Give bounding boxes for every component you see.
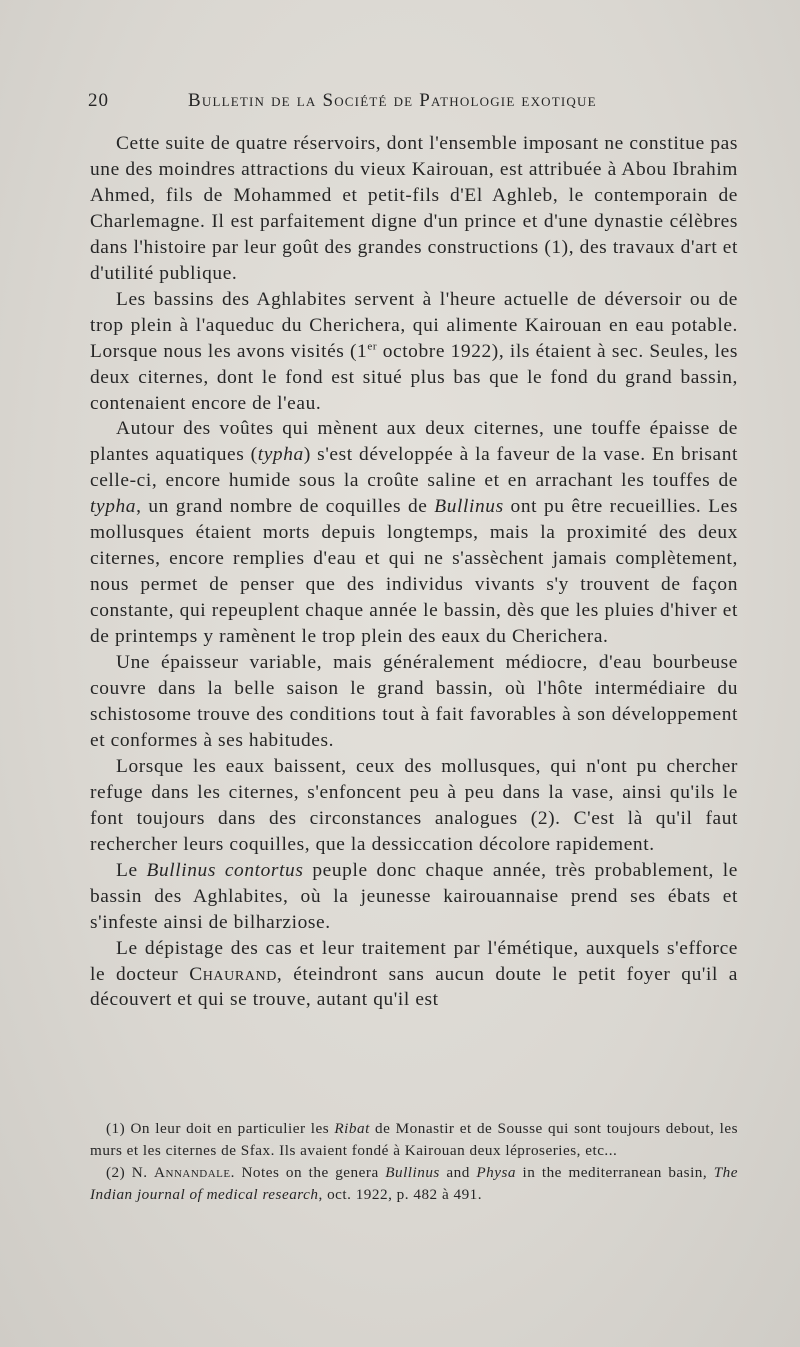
paragraph-7 bbox=[90, 936, 738, 1014]
running-head: Bulletin de la Société de Pathologie exotique bbox=[188, 90, 597, 111]
italic-term: The Indian journal of medical research bbox=[90, 1164, 738, 1203]
body-text bbox=[90, 131, 738, 1013]
page-number: 20 bbox=[88, 90, 109, 111]
paragraph-5 bbox=[90, 754, 738, 858]
text-run: ) s'est développée à la faveur de la vase. En brisant celle-ci, encore humide sous la croûte saline et en arrachant les touffes de bbox=[90, 444, 739, 492]
text-run: , un grand nombre de coquilles de bbox=[136, 496, 435, 518]
italic-term: typha bbox=[90, 496, 137, 518]
text-run: (2) N. bbox=[106, 1164, 155, 1182]
author-name: Annandale bbox=[154, 1164, 231, 1182]
text-run: Le dépistage des cas et leur traitement par l'émétique, auxquels s'efforce le docteur bbox=[90, 937, 738, 985]
text-run: (1) On leur doit en particulier les bbox=[106, 1120, 335, 1137]
page-header bbox=[88, 90, 748, 118]
footnote-2 bbox=[90, 1162, 738, 1205]
italic-term: Bullinus bbox=[385, 1164, 440, 1182]
text-run: , oct. 1922, p. 482 à 491. bbox=[318, 1185, 483, 1203]
text-run: Lorsque les eaux baissent, ceux des mollusques, qui n'ont pu chercher refuge dans les citernes, s'enfoncent peu à peu dans la vase, ainsi qu'ils le font toujours dans des circonstances analogues (2). C'est là qu'il faut rechercher leurs coquilles, que la dessiccation décolore rapidement. bbox=[90, 755, 738, 855]
paragraph-4 bbox=[90, 650, 738, 754]
italic-term: Bullinus bbox=[434, 496, 504, 518]
text-run: de Monastir et de Sousse qui sont toujours debout, les murs et les citernes de Sfax. Ils avaient fondé à Kairouan deux léproseries, etc... bbox=[90, 1120, 738, 1159]
italic-term: typha bbox=[257, 444, 304, 466]
text-run: peuple donc chaque année, très probablement, le bassin des Aghlabites, où la jeunesse kairouannaise prend ses ébats et s'infeste ainsi de bilharziose. bbox=[90, 859, 738, 933]
superscript: er bbox=[367, 340, 378, 353]
text-run: Le bbox=[116, 859, 147, 881]
paragraph-1 bbox=[90, 131, 738, 287]
text-run: . Notes on the genera bbox=[230, 1164, 386, 1182]
text-run: ont pu être recueillies. Les mollusques étaient morts depuis longtemps, mais la proximité des deux citernes, encore remplies d'eau et qui ne s'assèchent jamais complètement, nous permet de penser que des individus vivants s'y trouvent de façon constante, qui repeuplent chaque année le bassin, dès que les pluies d'hiver et de printemps y ramènent le trop plein des eaux du Cherichera. bbox=[90, 496, 738, 648]
text-run: , éteindront sans aucun doute le petit foyer qu'il a découvert et qui se trouve, autant qu'il est bbox=[90, 963, 738, 1011]
text-run: octobre 1922), ils étaient à sec. Seules, les deux citernes, dont le fond est situé plus bas que le fond du grand bassin, contenaient encore de l'eau. bbox=[90, 340, 738, 414]
text-run: Autour des voûtes qui mènent aux deux citernes, une touffe épaisse de plantes aquatiques ( bbox=[90, 418, 738, 466]
text-run: in the mediterranean basin, bbox=[515, 1164, 714, 1182]
text-run: and bbox=[439, 1164, 477, 1182]
italic-term: Physa bbox=[476, 1164, 516, 1182]
text-run: Cette suite de quatre réservoirs, dont l'ensemble imposant ne constitue pas une des moindres attractions du vieux Kairouan, est attribuée à Abou Ibrahim Ahmed, fils de Mohammed et petit-fils d'El Aghleb, le contemporain de Charlemagne. Il est parfaitement digne d'un prince et d'une dynastie célèbres dans l'histoire par leur goût des grandes constructions (1), des travaux d'art et d'utilité publique. bbox=[90, 133, 738, 284]
paragraph-6 bbox=[90, 858, 738, 936]
text-run: Les bassins des Aghlabites servent à l'heure actuelle de déversoir ou de trop plein à l'aqueduc du Cherichera, qui alimente Kairouan en eau potable. Lorsque nous les avons visités (1 bbox=[90, 288, 738, 362]
author-name: Chaurand bbox=[189, 963, 277, 985]
italic-term: Bullinus contortus bbox=[146, 859, 304, 881]
text-run: Une épaisseur variable, mais généralement médiocre, d'eau bourbeuse couvre dans la belle saison le grand bassin, où l'hôte intermédiaire du schistosome trouve des conditions tout à fait favorables à son développement et conformes à ses habitudes. bbox=[90, 652, 738, 751]
paragraph-2 bbox=[90, 287, 738, 417]
paragraph-3 bbox=[90, 416, 738, 650]
footnotes bbox=[90, 1118, 738, 1206]
footnote-1 bbox=[90, 1118, 738, 1161]
italic-term: Ribat bbox=[334, 1120, 370, 1137]
